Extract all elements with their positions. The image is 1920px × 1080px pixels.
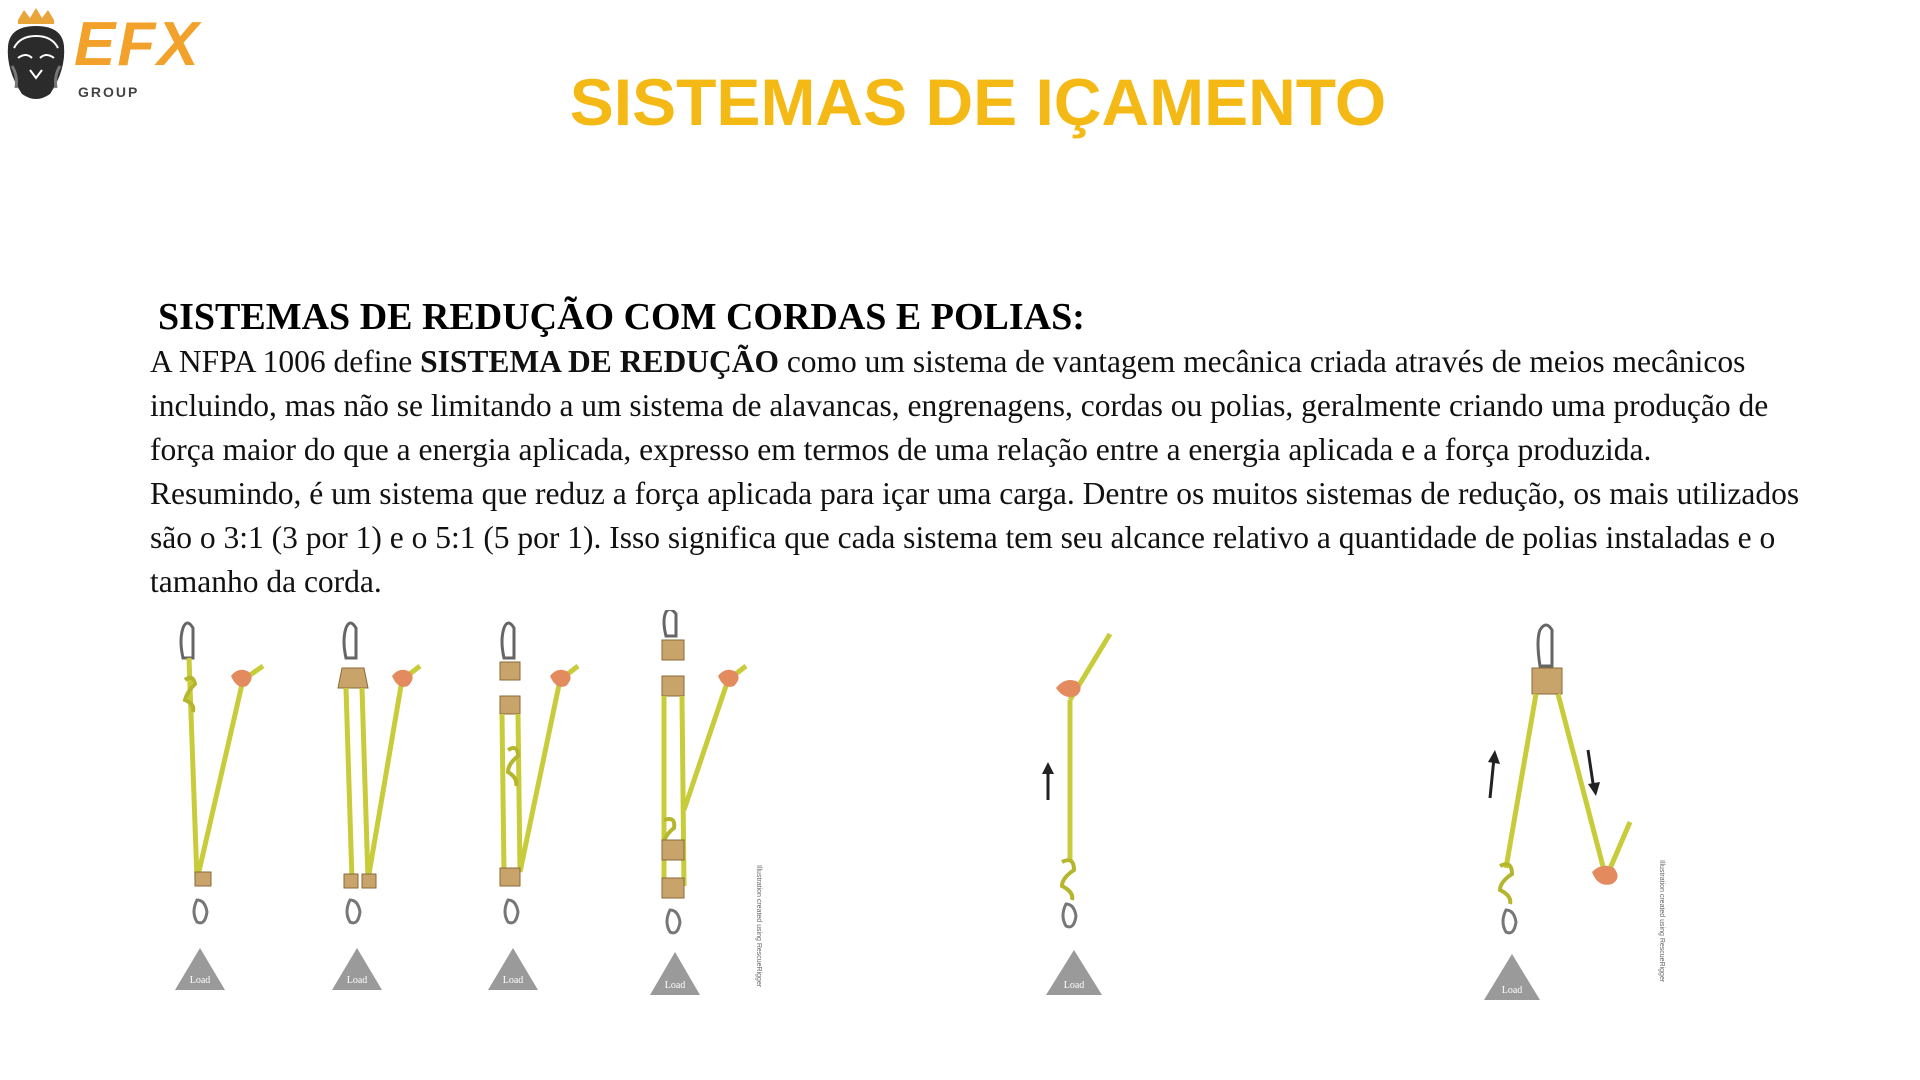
load-label: Load: [189, 975, 211, 986]
pulley-illustrations: [0, 610, 1920, 1010]
load-label: Load: [664, 980, 686, 991]
definition-paragraph: [150, 340, 1800, 604]
load-label: Load: [1063, 980, 1085, 991]
content-section: [150, 294, 1800, 604]
para-bold-term: SISTEMA DE REDUÇÃO: [420, 344, 779, 379]
logo-subtitle: GROUP: [78, 84, 140, 100]
pulley-diagram-2: [322, 610, 432, 1005]
pulley-diagram-3: [478, 610, 588, 1005]
section-heading: SISTEMAS DE REDUÇÃO COM CORDAS E POLIAS:: [158, 296, 1085, 338]
para-prefix: A NFPA 1006 define: [150, 344, 421, 379]
pulley-diagram-6: [1458, 610, 1658, 1005]
logo-brand-text: EFX: [74, 10, 201, 79]
page-title: SISTEMAS DE IÇAMENTO: [569, 65, 1387, 139]
load-label: Load: [502, 975, 524, 986]
pulley-diagram-5: [1020, 610, 1130, 1005]
illustration-credit-2: Illustration created using RescueRigger: [1658, 860, 1665, 983]
illustration-credit-1: Illustration created using RescueRigger: [755, 865, 762, 988]
pulley-diagram-4: [640, 610, 760, 1005]
pulley-diagram-1: [165, 610, 275, 1005]
load-label: Load: [346, 975, 368, 986]
para-rest: como um sistema de vantagem mecânica criada através de meios mecânicos incluindo, mas não se limitando a um sistema de alavancas, engrenagens, cordas ou polias, geralmente criando uma produção de força maior do que a energia aplicada, expresso em termos de uma relação entre a energia aplicada e a força produzida. Resumindo, é um sistema que reduz a força aplicada para içar uma carga. Dentre os muitos sistemas de redução, os mais utilizados são o 3:1 (3 por 1) e o 5:1 (5 por 1). Isso significa que cada sistema tem seu alcance relativo a quantidade de polias instaladas e o tamanho da corda.: [150, 344, 1800, 599]
load-label: Load: [1501, 985, 1523, 996]
